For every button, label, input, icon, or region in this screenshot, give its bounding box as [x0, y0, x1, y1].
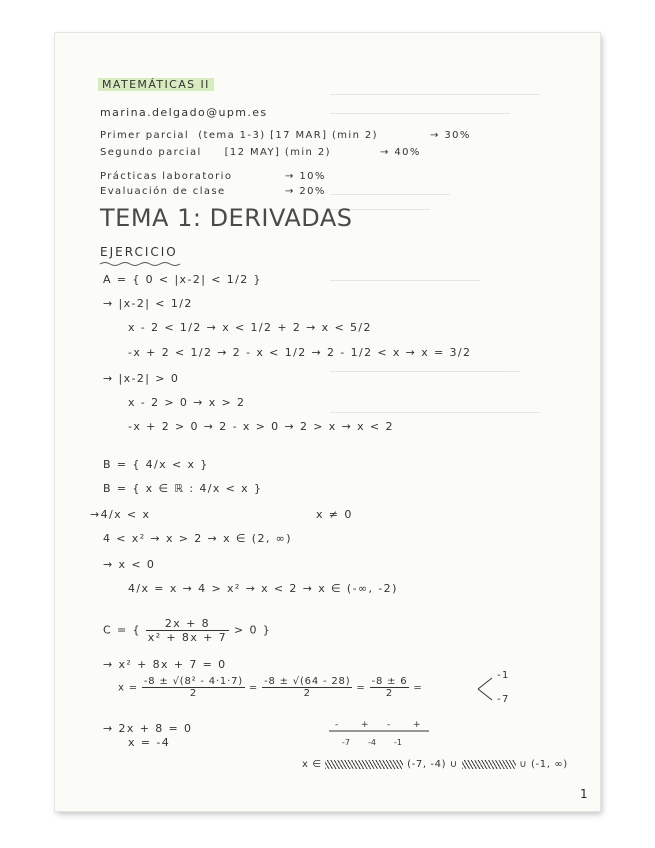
grading-detail: [12 MAY] (min 2) — [224, 147, 331, 158]
grading-weight: → 40% — [380, 147, 421, 158]
set-b-definition-2: B = { x ∈ ℝ : 4/x < x } — [103, 482, 263, 495]
grading-row-2 — [100, 147, 421, 158]
fraction-denominator: 2 — [385, 688, 394, 699]
set-b-definition: B = { 4/x < x } — [103, 458, 209, 471]
line-b2: 4 < x² → x > 2 → x ∈ (2, ∞) — [103, 532, 292, 545]
line-b4: 4/x = x → 4 > x² → x < 2 → x ∈ (-∞, -2) — [128, 582, 398, 595]
crossed-out-text-2 — [462, 760, 516, 769]
set-c-numerator: 2x + 8 — [146, 617, 229, 631]
line-a1: → |x-2| < 1/2 — [103, 297, 193, 310]
root-2: -7 — [497, 694, 510, 705]
bleed-through — [330, 90, 570, 690]
sign-chart — [325, 716, 435, 748]
grading-label: Prácticas laboratorio — [100, 171, 233, 182]
grading-weight: → 20% — [285, 186, 326, 197]
sign-2: + — [361, 720, 369, 730]
exercise-heading: EJERCICIO — [100, 245, 178, 259]
line-a5: x - 2 > 0 → x > 2 — [128, 396, 246, 409]
grading-row-1 — [100, 130, 471, 141]
line-c4: x = -4 — [128, 736, 171, 749]
sign-3: - — [387, 720, 391, 730]
grading-detail: (tema 1-3) [17 MAR] (min 2) — [198, 130, 378, 141]
sign-4: + — [413, 720, 421, 730]
fraction-numerator: -8 ± 6 — [371, 676, 408, 687]
line-a2: x - 2 < 1/2 → x < 1/2 + 2 → x < 5/2 — [128, 321, 372, 334]
page-number: 1 — [580, 787, 588, 801]
grading-weight: → 30% — [430, 130, 471, 141]
point-2: -4 — [368, 738, 376, 747]
line-a4: → |x-2| > 0 — [103, 372, 180, 385]
grading-label: Segundo parcial — [100, 147, 202, 158]
quadratic-fraction-2 — [262, 676, 352, 699]
fraction-numerator: -8 ± √(8² - 4·1·7) — [143, 676, 243, 687]
grading-row-3 — [100, 171, 326, 182]
set-c-definition — [103, 617, 271, 644]
quadratic-formula: x = $\frac{\text{-8 ± √(8² - 4·1·7)}}{2}$ = $\frac{-8 \pm √(64 - 28)}{2}$ = $\frac{-8 \pm 6}{2}$ = — [118, 676, 423, 699]
grading-weight: → 10% — [285, 171, 326, 182]
point-1: -7 — [342, 738, 350, 747]
sign-1: - — [335, 720, 339, 730]
set-c-fraction — [146, 617, 229, 644]
grading-label: Evaluación de clase — [100, 186, 226, 197]
course-title-text: MATEMÁTICAS II — [98, 78, 214, 91]
grading-row-4 — [100, 186, 326, 197]
line-b3: → x < 0 — [103, 558, 156, 571]
line-c3: → 2x + 8 = 0 — [103, 722, 193, 735]
root-1: -1 — [497, 670, 510, 681]
result-prefix: x ∈ — [302, 759, 322, 770]
fraction-denominator: 2 — [189, 688, 197, 699]
line-a6: -x + 2 > 0 → 2 - x > 0 → 2 > x → x < 2 — [128, 420, 394, 433]
set-c-denominator: x² + 8x + 7 — [147, 631, 228, 644]
quadratic-fraction-1 — [142, 676, 245, 699]
line-a3: -x + 2 < 1/2 → 2 - x < 1/2 → 2 - 1/2 < x → x = 3/2 — [128, 346, 472, 359]
line-b1-condition: x ≠ 0 — [316, 508, 353, 521]
set-a-definition: A = { 0 < |x-2| < 1/2 } — [103, 273, 262, 286]
line-b1-text: →4/x < x — [90, 508, 151, 521]
wavy-underline — [100, 261, 180, 267]
fraction-denominator: 2 — [303, 688, 311, 699]
quadratic-fraction-3 — [370, 676, 410, 699]
quadratic-x: x = — [118, 682, 138, 694]
crossed-out-text — [325, 760, 403, 769]
set-c-prefix: C = { — [103, 623, 141, 637]
result-line — [302, 759, 568, 770]
set-c-suffix: > 0 } — [233, 623, 272, 637]
course-title — [98, 78, 214, 91]
page-title-text: TEMA 1: DERIVADAS — [100, 204, 353, 232]
grading-label: Primer parcial — [100, 130, 190, 141]
line-c1: → x² + 8x + 7 = 0 — [103, 658, 227, 671]
result-end: ∪ (-1, ∞) — [519, 759, 568, 770]
email: marina.delgado@upm.es — [100, 106, 268, 119]
line-b1 — [90, 508, 353, 521]
page-title — [100, 204, 352, 232]
fraction-numerator: -8 ± √(64 - 28) — [264, 676, 351, 687]
result-mid: (-7, -4) ∪ — [407, 759, 458, 770]
point-3: -1 — [394, 738, 402, 747]
